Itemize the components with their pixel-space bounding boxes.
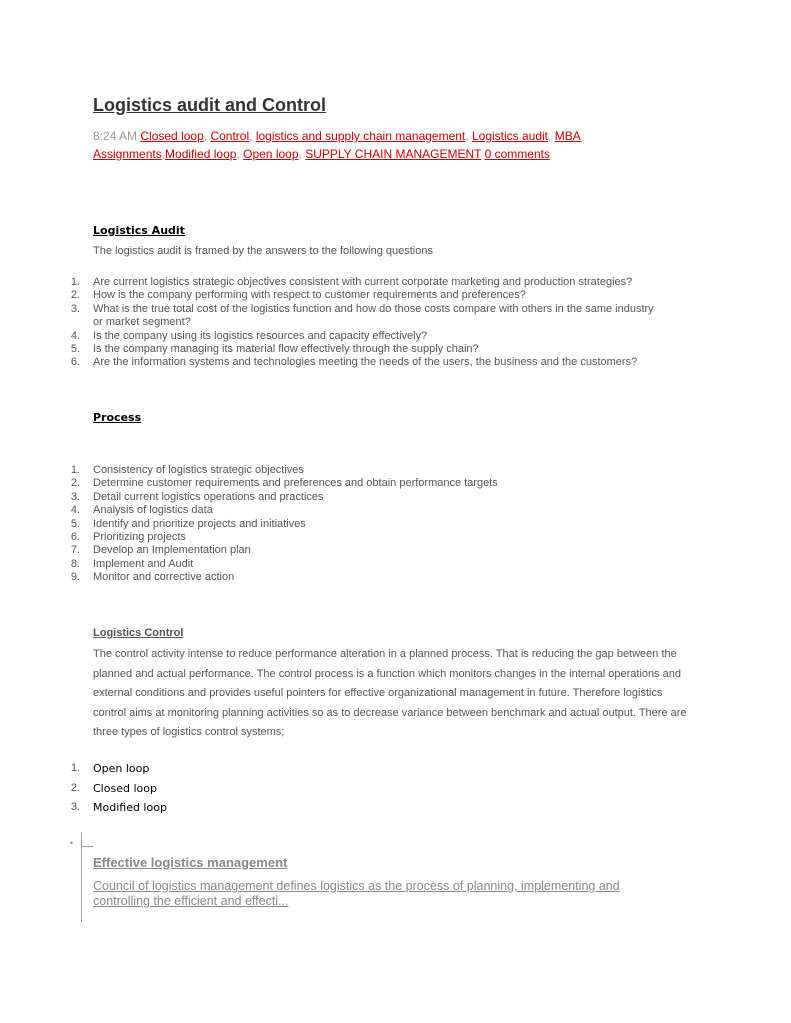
list-item: 8. Implement and Audit [70, 557, 194, 570]
list-item: 4. Analysis of logistics data [70, 504, 213, 517]
post-title[interactable]: Logistics audit and Control [93, 95, 326, 115]
label-link[interactable]: Closed loop [140, 129, 204, 143]
control-heading: Logistics Control [93, 627, 184, 639]
related-post-snippet[interactable]: Council of logistics management defines logistics as the process of planning, implementing and controlling the efficient and effecti... [93, 879, 620, 908]
audit-intro: The logistics audit is framed by the answers to the following questions [93, 245, 433, 257]
audit-heading: Logistics Audit [93, 224, 185, 237]
related-connector [81, 846, 93, 847]
control-paragraph: The control activity intense to reduce performance alteration in a planned process. That is reducing the gap between the planned and actual performance. The control process is a function which monitors changes in the internal operations and external conditions and provides useful pointers for effective organizational management in future. Therefore logistics control aims at monitoring planning activities so as to decrease variance between benchmark and actual output. There are three types of logistics control systems; [93, 648, 687, 738]
list-item: 2. Closed loop [70, 781, 157, 795]
list-item: 7. Develop an Implementation plan [70, 544, 251, 557]
list-item: 2. Determine customer requirements and preferences and obtain performance targets [70, 477, 498, 490]
list-item: 5. Identify and prioritize projects and initiatives [70, 517, 306, 530]
process-steps-list [0, 464, 663, 585]
post-time: 8:24 AM [93, 129, 138, 143]
list-item: 1. Consistency of logistics strategic objectives [70, 464, 304, 476]
list-item: 6. Are the information systems and technologies meeting the needs of the users, the business and the customers? [70, 356, 638, 369]
list-item: 5. Is the company managing its material flow effectively through the supply chain? [70, 343, 479, 356]
label-link[interactable]: Open loop [243, 147, 299, 161]
process-heading: Process [93, 411, 142, 424]
list-item: 3. Modified loop [70, 801, 167, 814]
post-meta: 8:24 AM Closed loop, Control, logistics and supply chain management, Logistics audit, MBA Assignments,Modified loop, Open loop, SUPPLY CHAIN MANAGEMENT 0 comments [93, 129, 581, 161]
list-item: 1. Open loop [70, 762, 150, 775]
list-item: 3. What is the true total cost of the logistics function and how do those costs compare with others in the same industry or market segment? [70, 302, 654, 329]
label-link[interactable]: Logistics audit [471, 129, 549, 143]
list-item: 2. How is the company performing with respect to customer requirements and preferences? [70, 289, 526, 302]
related-bullet-icon: • [70, 838, 74, 848]
comments-link[interactable]: 0 comments [484, 147, 550, 161]
list-item: 6. Prioritizing projects [70, 531, 186, 544]
list-item: 9. Monitor and corrective action [70, 571, 235, 584]
label-link[interactable]: logistics and supply chain management [255, 129, 466, 143]
label-link[interactable]: Modified loop [165, 147, 237, 161]
list-item: 4. Is the company using its logistics resources and capacity effectively? [70, 329, 428, 342]
label-link[interactable]: SUPPLY CHAIN MANAGEMENT [305, 147, 482, 161]
control-types-list [0, 759, 167, 818]
label-link[interactable]: MBA Assignments [93, 129, 581, 161]
audit-questions-list [0, 276, 663, 370]
list-item: 1. Are current logistics strategic objectives consistent with current corporate marketing and production strategies? [70, 276, 633, 288]
related-post-title[interactable]: Effective logistics management [93, 855, 288, 870]
list-item: 3. Detail current logistics operations and practices [70, 490, 324, 503]
label-link[interactable]: Control [210, 129, 250, 143]
